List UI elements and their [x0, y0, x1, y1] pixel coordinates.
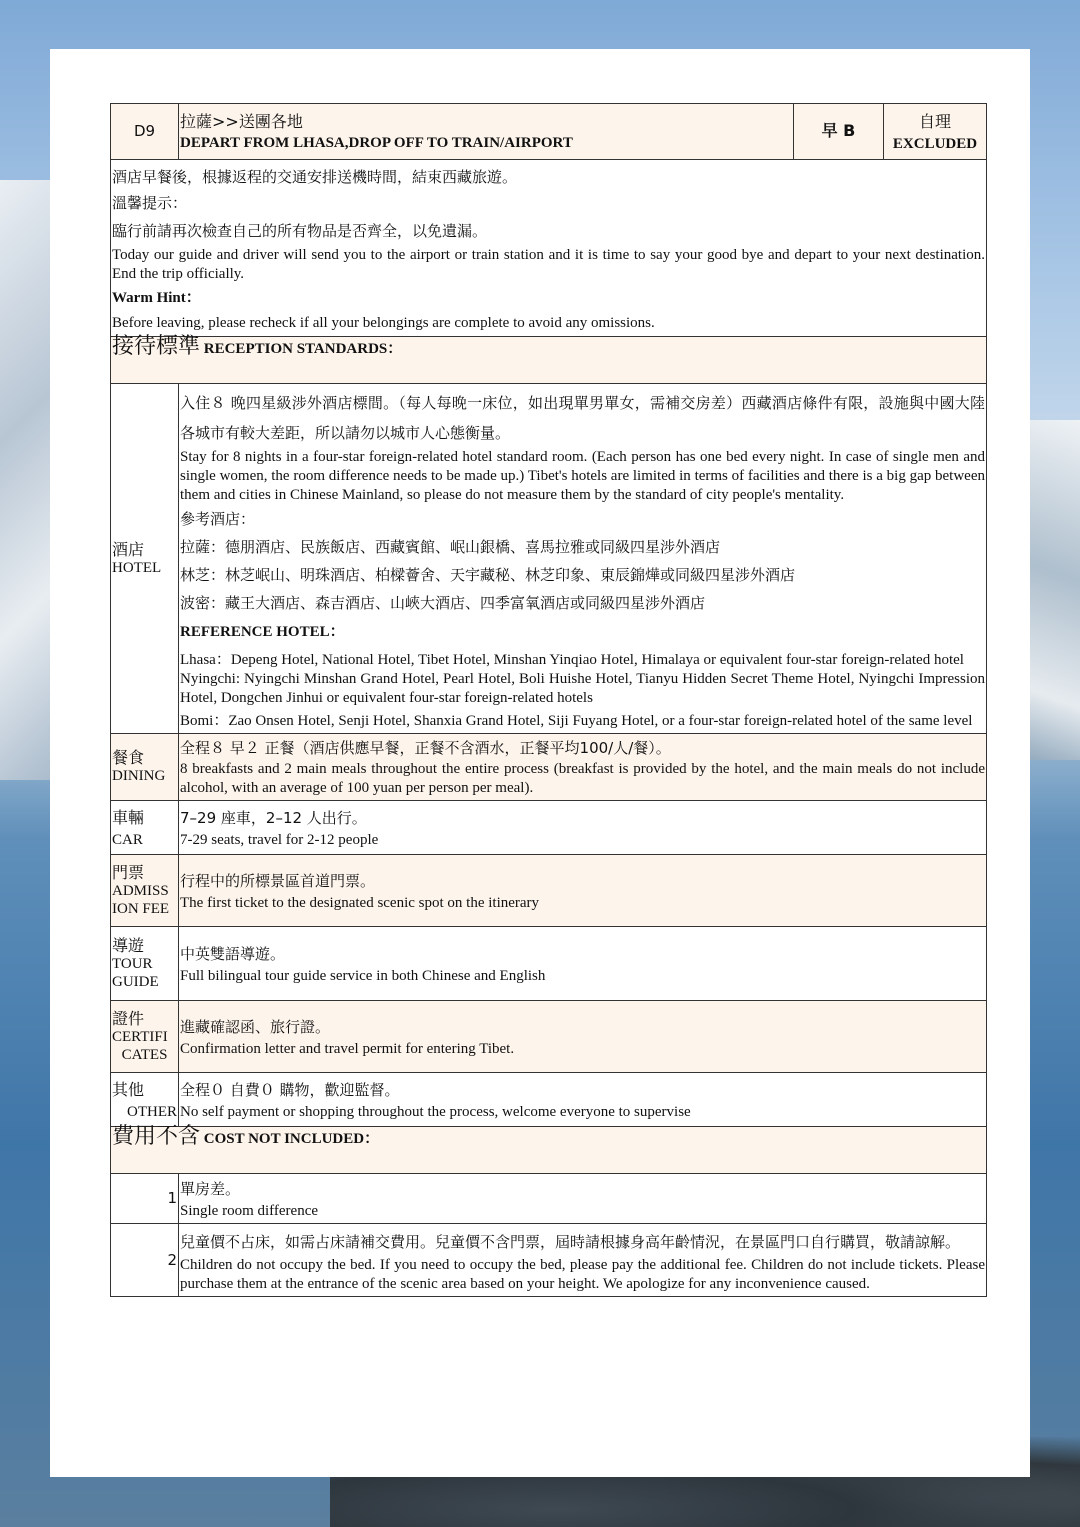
cost-item-1-row — [111, 1174, 987, 1224]
day-desc-en-3: Before leaving, please recheck if all your belongings are complete to avoid any omissions. — [112, 315, 655, 331]
car-row — [111, 801, 987, 855]
day-code: D9 — [111, 104, 179, 160]
admission-en: The first ticket to the designated scenic spot on the itinerary — [180, 895, 540, 911]
cost-item-2-cn: 兒童價不占床，如需占床請補交費用。兒童價不含門票，屆時請根據身高年齡情況，在景區門口自行購買，敬請諒解。 — [180, 1233, 961, 1251]
cost-item-1-content — [179, 1174, 987, 1224]
day-title-en: DEPART FROM LHASA,DROP OFF TO TRAIN/AIRPORT — [180, 134, 573, 151]
other-cn: 全程０ 自費０ 購物，歡迎監督。 — [180, 1081, 400, 1099]
reception-heading-cn: 接待標準 — [112, 334, 201, 359]
dining-label-en: DINING — [112, 768, 166, 784]
guide-en: Full bilingual tour guide service in both Chinese and English — [180, 968, 546, 984]
day-description — [111, 160, 987, 337]
car-label — [111, 801, 179, 855]
admission-label-en-2: ION FEE — [112, 901, 170, 917]
hotel-nyingchi-en: Nyingchi: Nyingchi Minshan Grand Hotel, Pearl Hotel, Boli Huishe Hotel, Tianyu Hidden Secret Theme Hotel, Nyingchi Impression Hotel, Dongchen Jinhui or equivalent four-star foreign-related hotels — [180, 671, 985, 706]
certificates-label — [111, 1001, 179, 1073]
admission-content — [179, 855, 987, 927]
certificates-label-cn: 證件 — [112, 1009, 145, 1028]
admission-row — [111, 855, 987, 927]
cost-item-1-num: 1 — [111, 1174, 179, 1224]
hotel-en-1: Stay for 8 nights in a four-star foreign-related hotel standard room. (Each person has one bed every night. In case of single men and single women, the room difference needs to be made up.) Tibet's hotels are limited in terms of facilities and there is a big gap between them and cities in Chinese Mainland, so please do not measure them by the standard of city people's mentality. — [180, 449, 985, 503]
certificates-label-en-2: CATES — [121, 1047, 168, 1063]
guide-label-en-1: TOUR — [112, 956, 153, 972]
cost-item-1-cn: 單房差。 — [180, 1180, 241, 1198]
day-desc-cn-1: 酒店早餐後，根據返程的交通安排送機時間，結束西藏旅遊。 — [112, 168, 518, 186]
background-snow-mountain-right — [1025, 420, 1080, 760]
reception-heading — [111, 334, 987, 384]
cost-item-2-num: 2 — [111, 1224, 179, 1297]
hotel-nyingchi-cn: 林芝：林芝岷山、明珠酒店、柏樑薈舍、天宇藏秘、林芝印象、東辰錦燁或同級四星涉外酒店 — [180, 566, 796, 584]
dining-label — [111, 734, 179, 801]
guide-row — [111, 927, 987, 1001]
day-meal: 早 B — [821, 121, 856, 140]
car-content — [179, 801, 987, 855]
certificates-en: Confirmation letter and travel permit for entering Tibet. — [180, 1041, 515, 1057]
day-self-en: EXCLUDED — [892, 135, 978, 152]
dining-cn: 全程８ 早２ 正餐（酒店供應早餐，正餐不含酒水，正餐平均100/人/餐）。 — [180, 739, 671, 757]
certificates-content — [179, 1001, 987, 1073]
car-label-cn: 車輛 — [112, 808, 145, 827]
cost-heading-en: COST NOT INCLUDED： — [203, 1131, 380, 1147]
day-self-cell — [884, 104, 987, 160]
day-desc-en-1: Today our guide and driver will send you to the airport or train station and it is time to say your good bye and depart to your next destination. End the trip officially. — [112, 247, 985, 282]
other-en: No self payment or shopping throughout the process, welcome everyone to supervise — [180, 1104, 691, 1120]
certificates-cn: 進藏確認函、旅行證。 — [180, 1018, 331, 1036]
cost-heading — [111, 1124, 987, 1174]
hotel-label — [111, 384, 179, 734]
car-label-en: CAR — [112, 832, 143, 848]
other-row — [111, 1073, 987, 1127]
guide-label-cn: 導遊 — [112, 936, 145, 955]
cost-heading-row — [111, 1127, 987, 1174]
admission-label-en-1: ADMISS — [112, 883, 169, 899]
hotel-lhasa-cn: 拉薩：德朋酒店、民族飯店、西藏賓館、岷山銀橋、喜馬拉雅或同級四星涉外酒店 — [180, 538, 721, 556]
reception-heading-row — [111, 337, 987, 384]
hotel-lhasa-en: Lhasa：Depeng Hotel, National Hotel, Tibet Hotel, Minshan Yinqiao Hotel, Himalaya or equivalent four-star foreign-related hotel — [180, 652, 964, 668]
other-label — [111, 1073, 179, 1127]
day-desc-cn-2: 溫馨提示： — [112, 194, 188, 212]
cost-item-2-en: Children do not occupy the bed. If you need to occupy the bed, please pay the additional fee. Children do not include tickets. Please purchase them at the entrance of the scenic area based on your height. We apologize for any inconvenience caused. — [180, 1257, 985, 1292]
dining-label-cn: 餐食 — [112, 748, 145, 767]
hotel-bomi-en: Bomi：Zao Onsen Hotel, Senji Hotel, Shanxia Grand Hotel, Siji Fuyang Hotel, or a four-star foreign-related hotel of the same level — [180, 713, 973, 729]
car-cn: 7–29 座車，2–12 人出行。 — [180, 809, 367, 827]
other-content — [179, 1073, 987, 1127]
hotel-cn-1: 入住８ 晚四星級涉外酒店標間。（每人每晚一床位，如出現單男單女，需補交房差）西藏酒店條件有限，設施與中國大陸各城市有較大差距，所以請勿以城市人心態衡量。 — [180, 394, 985, 442]
guide-label — [111, 927, 179, 1001]
guide-cn: 中英雙語導遊。 — [180, 945, 286, 963]
admission-label — [111, 855, 179, 927]
hotel-row — [111, 384, 987, 734]
hotel-label-en: HOTEL — [112, 559, 162, 576]
other-label-en: OTHER — [127, 1104, 177, 1120]
hotel-content — [179, 384, 987, 734]
certificates-row — [111, 1001, 987, 1073]
guide-content — [179, 927, 987, 1001]
reception-heading-en: RECEPTION STANDARDS： — [203, 341, 403, 357]
day-desc-cn-3: 臨行前請再次檢查自己的所有物品是否齊全，以免遺漏。 — [112, 222, 488, 240]
day-desc-en-2: Warm Hint： — [112, 290, 201, 306]
car-en: 7-29 seats, travel for 2-12 people — [180, 832, 379, 848]
day-description-row — [111, 160, 987, 337]
hotel-bomi-cn: 波密：藏王大酒店、森吉酒店、山峽大酒店、四季富氧酒店或同級四星涉外酒店 — [180, 594, 706, 612]
dining-content — [179, 734, 987, 801]
cost-item-2-row — [111, 1224, 987, 1297]
hotel-ref-en: REFERENCE HOTEL： — [180, 624, 345, 640]
day-title-cn: 拉薩>>送團各地 — [180, 111, 303, 131]
certificates-label-en-1: CERTIFI — [112, 1029, 168, 1045]
day-title-cell — [179, 104, 794, 160]
hotel-ref-cn: 參考酒店： — [180, 510, 256, 528]
hotel-label-cn: 酒店 — [112, 539, 145, 559]
cost-item-1-en: Single room difference — [180, 1203, 319, 1219]
day-meal-cell — [794, 104, 884, 160]
cost-item-2-content — [179, 1224, 987, 1297]
cost-heading-cn: 費用不含 — [112, 1124, 201, 1149]
day-self-cn: 自理 — [918, 111, 951, 131]
admission-cn: 行程中的所標景區首道門票。 — [180, 872, 376, 890]
itinerary-table — [110, 103, 987, 1297]
guide-label-en-2: GUIDE — [112, 974, 159, 990]
dining-row — [111, 734, 987, 801]
dining-en: 8 breakfasts and 2 main meals throughout the entire process (breakfast is provided by the hotel, and the main meals do not include alcohol, with an average of 100 yuan per person per meal). — [180, 761, 985, 796]
day-header-row — [111, 104, 987, 160]
admission-label-cn: 門票 — [112, 863, 145, 882]
other-label-cn: 其他 — [112, 1080, 145, 1099]
